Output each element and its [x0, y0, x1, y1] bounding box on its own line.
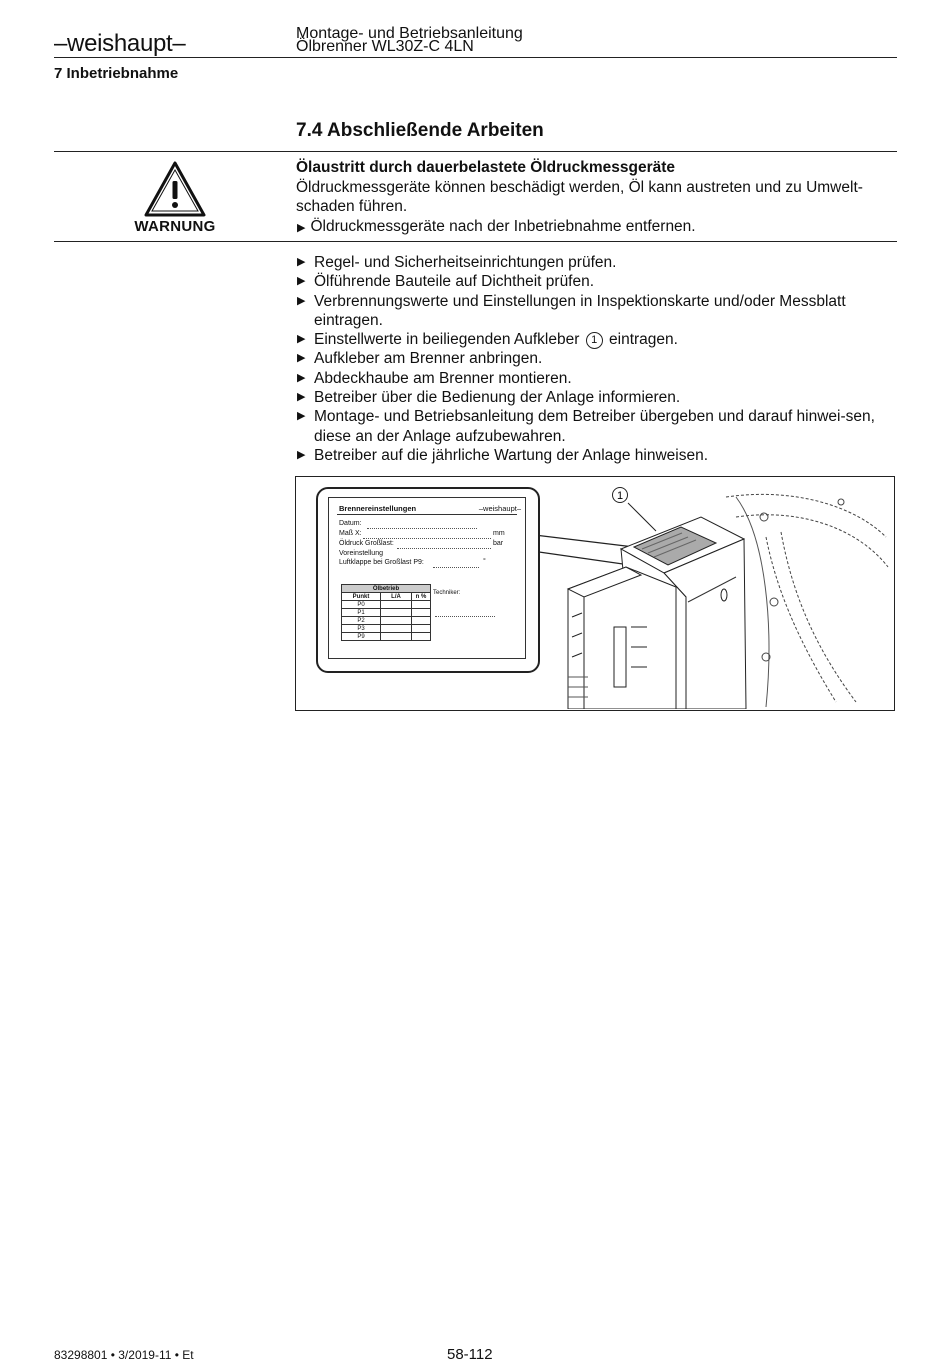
warning-label: WARNUNG: [134, 218, 216, 235]
bullet-arrow-icon: ▶: [297, 256, 306, 268]
doc-title-line1: Montage- und Betriebsanleitung: [296, 25, 523, 42]
list-item: ▶ Einstellwerte in beiliegenden Aufkleber 1 eintragen.: [297, 331, 678, 349]
col-punkt: Punkt: [342, 593, 381, 601]
table-row: P3: [342, 625, 431, 633]
bullet-arrow-icon: ▶: [297, 352, 306, 365]
list-item: ▶ Abdeckhaube am Brenner montieren.: [297, 369, 572, 387]
bullet-arrow-icon: ▶: [297, 294, 306, 307]
bullet-arrow-icon: ▶: [297, 448, 306, 461]
brand-logo: –weishaupt–: [54, 30, 186, 57]
warning-top-rule: [54, 151, 897, 152]
table-row: P9: [342, 633, 431, 641]
warning-bottom-rule: [54, 241, 897, 242]
col-n: n %: [412, 593, 431, 601]
oelbetrieb-table: [341, 584, 431, 641]
unit-mm: mm: [493, 530, 505, 537]
list-item: ▶ Regel- und Sicherheitseinrichtungen prüfen.: [297, 254, 617, 271]
label-mass-x: Maß X:: [339, 530, 362, 537]
list-item: ▶ Betreiber auf die jährliche Wartung der Anlage hinweisen.: [297, 446, 709, 464]
label-luftklappe: Luftklappe bei Großlast P9:: [339, 559, 424, 566]
footer-page-number: 58-112: [447, 1346, 493, 1363]
sticker-brand: –weishaupt–: [478, 504, 521, 513]
sticker-title: Brennereinstellungen: [339, 504, 417, 513]
col-la: L/A: [381, 593, 412, 601]
bullet-arrow-icon: ▶: [297, 333, 306, 346]
bullet-arrow-icon: ▶: [297, 410, 306, 423]
label-oeldruck: Öldruck Großlast:: [339, 540, 394, 547]
table-row: P2: [342, 617, 431, 625]
steps-list: [296, 253, 896, 465]
table-title: Ölbetrieb: [342, 585, 431, 593]
bullet-arrow-icon: ▶: [297, 371, 306, 384]
warning-triangle-icon: [144, 161, 206, 217]
settings-sticker: [316, 487, 540, 673]
list-item: ▶ Montage- und Betriebsanleitung dem Betreiber übergeben und darauf hinwei-sen, diese an der Anlage aufzubewahren.: [297, 408, 875, 445]
burner-figure: [295, 476, 895, 711]
footer-doc-number: 83298801 • 3/2019-11 • Et: [54, 1348, 194, 1362]
bullet-arrow-icon: ▶: [297, 222, 306, 234]
table-row: P0: [342, 601, 431, 609]
warning-text: Öldruckmessgeräte können beschädigt werden, Öl kann austreten und zu Umwelt-schaden führen.: [296, 179, 863, 216]
list-item: ▶ Verbrennungswerte und Einstellungen in Inspektionskarte und/oder Messblatt eintragen.: [297, 292, 846, 329]
warning-heading: Ölaustritt durch dauerbelastete Öldruckmessgeräte: [296, 159, 676, 176]
table-row: P1: [342, 609, 431, 617]
warning-action: [296, 217, 896, 238]
bullet-arrow-icon: ▶: [297, 275, 306, 288]
unit-degree: °: [483, 558, 486, 565]
list-item: ▶ Betreiber über die Bedienung der Anlage informieren.: [297, 389, 681, 407]
figure-callout-1: 1: [616, 490, 624, 502]
bullet-arrow-icon: ▶: [297, 391, 306, 404]
label-voreinstellung: Voreinstellung: [339, 550, 383, 557]
list-item: ▶ Ölführende Bauteile auf Dichtheit prüfen.: [297, 273, 595, 291]
list-item: ▶ Aufkleber am Brenner anbringen.: [297, 350, 543, 368]
chapter-title: 7 Inbetriebnahme: [54, 65, 179, 82]
header-rule: [54, 57, 897, 58]
section-title: 7.4 Abschließende Arbeiten: [296, 120, 544, 141]
warning-action-text: Öldruckmessgeräte nach der Inbetriebnahme entfernen.: [310, 218, 696, 235]
sticker-card: [328, 497, 526, 659]
label-techniker: Techniker:: [433, 590, 461, 596]
label-datum: Datum:: [339, 520, 362, 527]
unit-bar: bar: [493, 540, 504, 547]
doc-title-line2: Ölbrenner WL30Z-C 4LN: [296, 38, 474, 55]
callout-marker: 1: [586, 332, 603, 349]
